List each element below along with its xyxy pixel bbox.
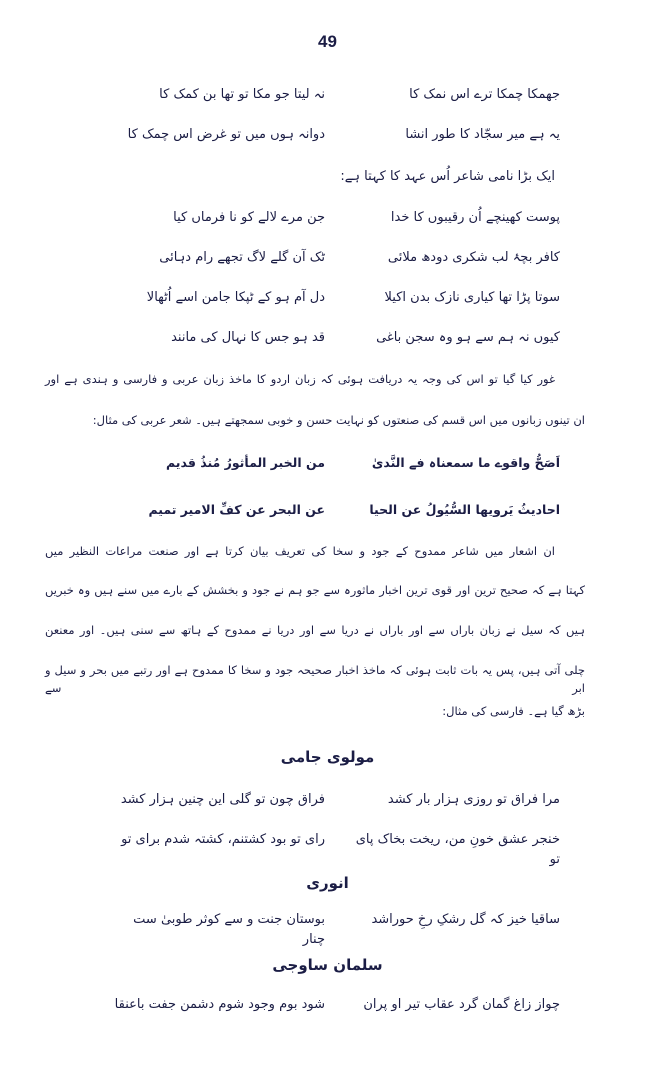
- poet-heading-anwari: انوری: [306, 874, 349, 892]
- salman-couplet-first: چواز زاغ گمان گرد عقاب تیر او پران: [363, 997, 560, 1012]
- paragraph-1-line-1: غور کیا گیا تو اس کی وجہ یہ دریافت ہوئی کہ زبان اردو کا ماخذ زبان عربی و فارسی و ہندی ہے اور: [45, 372, 555, 386]
- couplet-6-first: کیوں نہ ہم سے ہو وہ سجن باغی: [376, 330, 560, 345]
- jami-couplet-2-first: خنجر عشق خونِ من، ریخت بخاک پای تو: [355, 832, 560, 867]
- paragraph-2-line-2: کہتا ہے کہ صحیح ترین اور قوی ترین اخبار ماثورہ سے جو ہم نے جود و بخشش کے بارے میں سنے ہیں وہ خبریں: [45, 583, 585, 597]
- paragraph-2-line-1: ان اشعار میں شاعر ممدوح کے جود و سخا کی تعریف بیان کرتا ہے اور صنعت مراعات النظیر میں: [45, 544, 555, 558]
- poet-heading-salman-savaji: سلمان ساوجی: [272, 956, 383, 974]
- couplet-1-second: نہ لیتا جو مکا تو تھا بن کمک کا: [159, 87, 325, 102]
- arabic-couplet-2-second: عن البحر عن کفِّ الامیر تمیم: [148, 502, 325, 517]
- poet-heading-jami: مولوی جامی: [280, 748, 375, 766]
- jami-couplet-2-second: رای تو بود کشتنم، کشتہ شدم برای تو: [121, 832, 325, 847]
- couplet-4-first: کافر بچۂ لب شکری دودھ ملائی: [387, 250, 560, 265]
- couplet-5-first: سوتا پڑا تھا کیاری نازک بدن اکیلا: [384, 290, 560, 305]
- arabic-couplet-1-second: من الخبر المأثورُ مُنذُ قدیم: [165, 455, 325, 470]
- page-number: 49: [318, 32, 337, 51]
- couplet-5-second: دل آم ہو کے ٹپکا جامن اسے اُٹھالا: [146, 290, 325, 305]
- paragraph-1-line-2: ان تینوں زبانوں میں اس قسم کی صنعتوں کو نہایت حسن و خوبی سمجھتے ہیں۔ شعر عربی کی مثال:: [92, 413, 585, 427]
- arabic-couplet-1-first: اَصَحُّ واقوے ما سمعناہ فے النَّدیٰ: [371, 455, 560, 470]
- couplet-6-second: قد ہو جس کا نہال کی مانند: [171, 330, 325, 345]
- paragraph-2-line-3: ہیں کہ سیل نے زبان باراں سے اور باراں نے دریا سے اور دریا نے ممدوح کے ہاتھ سے سنی ہیں۔ اور معنعن: [45, 623, 585, 637]
- couplet-3-second: جن مرے لالے کو نا فرماں کیا: [173, 210, 325, 225]
- anwari-couplet-second: بوستان جنت و سے کوثر طوبیٰ ست چنار: [133, 912, 325, 947]
- couplet-2-first: یہ ہے میر سجّاد کا طور انشا: [405, 127, 560, 142]
- paragraph-2-line-5: بڑھ گیا ہے۔ فارسی کی مثال:: [442, 704, 585, 718]
- paragraph-2-line-4: چلی آتی ہیں، پس یہ بات ثابت ہوئی کہ ماخذ اخبار صحیحہ جود و سخا کا ممدوح ہے اور رتبے میں بحر و سیل و ابر سے: [45, 663, 585, 695]
- anwari-couplet-first: ساقیا خیز کہ گل رشکِ رخِ حوراشد: [371, 912, 560, 927]
- jami-couplet-1-second: فراق چون تو گلی این چنین ہزار کشد: [120, 792, 325, 807]
- couplet-4-second: ٹک آن گلے لاگ تجھے رام دہائی: [159, 250, 325, 265]
- intro-line: ایک بڑا نامی شاعر اُس عہد کا کہتا ہے:: [340, 169, 555, 184]
- couplet-2-second: دوانہ ہوں میں تو غرض اس چمک کا: [127, 127, 325, 142]
- couplet-1-first: جھمکا چمکا ترے اس نمک کا: [409, 87, 560, 102]
- jami-couplet-1-first: مرا فراق تو روزی ہزار بار کشد: [387, 792, 560, 807]
- couplet-3-first: پوست کھینچے اُن رقیبوں کا خدا: [390, 210, 560, 225]
- salman-couplet-second: شود بوم وجود شوم دشمن جفت باعنقا: [114, 997, 325, 1012]
- arabic-couplet-2-first: احادیثُ یَرویھا السُّیُولُ عن الحیا: [369, 502, 560, 517]
